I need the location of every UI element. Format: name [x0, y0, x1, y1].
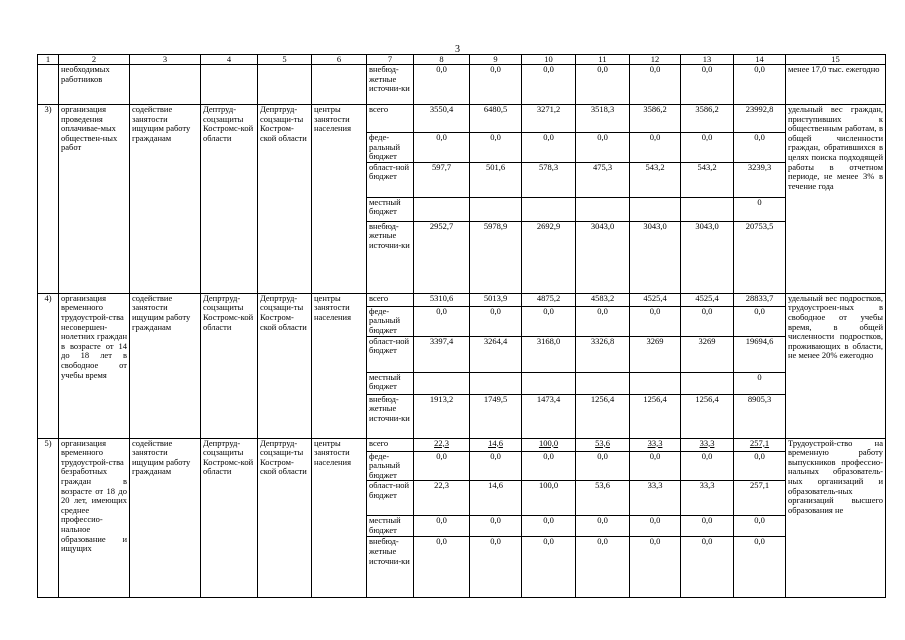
value-cell [681, 162, 734, 197]
value-cell [414, 293, 470, 306]
value-text: 33,3 [647, 480, 663, 491]
value-cell [576, 162, 630, 197]
value-cell [522, 162, 576, 197]
value-cell [522, 537, 576, 598]
value-text: 1749,5 [483, 394, 508, 404]
value-cell [576, 306, 630, 336]
value-text: 578,3 [538, 162, 559, 172]
value-cell [681, 105, 734, 133]
value-cell [630, 197, 681, 221]
funding-source: всего [367, 105, 414, 133]
column-number: 15 [786, 55, 886, 65]
value-cell [576, 451, 630, 481]
table-row [38, 438, 886, 451]
value-text: 0,0 [543, 306, 554, 316]
value-cell [576, 197, 630, 221]
column-number: 5 [258, 55, 312, 65]
value-text: 0,0 [649, 132, 661, 142]
value-text: 0,0 [754, 306, 765, 316]
value-text: 0,0 [701, 306, 713, 316]
value-cell [576, 133, 630, 163]
value-text: 1913,2 [429, 394, 454, 404]
value-text: 0,0 [436, 451, 447, 461]
funding-source: местный бюджет [367, 516, 414, 537]
column-number: 2 [59, 55, 130, 65]
value-cell [630, 394, 681, 438]
table-row [38, 293, 886, 306]
value-cell [414, 197, 470, 221]
value-cell [630, 306, 681, 336]
value-cell [470, 438, 522, 451]
value-cell [630, 438, 681, 451]
value-cell [470, 481, 522, 516]
value-text: 3271,2 [536, 104, 561, 114]
value-cell [734, 197, 786, 221]
value-cell [576, 537, 630, 598]
value-text: 0,0 [701, 451, 713, 461]
value-text: 0,0 [649, 536, 661, 547]
table-body [38, 55, 886, 598]
value-text: 5310,6 [429, 293, 454, 303]
value-text: 0,0 [490, 515, 501, 526]
value-cell [414, 438, 470, 451]
value-text: 2952,7 [429, 221, 454, 231]
value-cell [470, 336, 522, 372]
value-cell [630, 451, 681, 481]
value-cell [414, 537, 470, 598]
funding-source: местный бюджет [367, 372, 414, 394]
value-text: 0,0 [649, 451, 661, 461]
value-cell [681, 516, 734, 537]
value-text: 23992,8 [745, 104, 774, 114]
value-cell [734, 162, 786, 197]
column-number: 1 [38, 55, 59, 65]
item-name: необходимых работников [59, 65, 130, 105]
value-text: 53,6 [595, 480, 610, 491]
funding-source: феде-ральный бюджет [367, 133, 414, 163]
value-cell [630, 105, 681, 133]
value-cell [522, 133, 576, 163]
value-cell [630, 293, 681, 306]
value-cell [734, 221, 786, 293]
value-cell [576, 293, 630, 306]
value-text: 5978,9 [483, 221, 508, 231]
value-cell: 0,0 [414, 65, 470, 105]
value-text: 19694,6 [745, 336, 774, 346]
value-cell [630, 481, 681, 516]
value-text: 543,2 [697, 162, 717, 172]
value-cell [681, 537, 734, 598]
value-cell [734, 537, 786, 598]
value-cell: 0,0 [576, 65, 630, 105]
value-text: 20753,5 [745, 221, 774, 231]
value-cell [734, 293, 786, 306]
item-content: содействие занятости ищущим работу гражданам [130, 438, 201, 598]
funding-source: внебюд-жетные источни-ки [367, 221, 414, 293]
value-cell [681, 372, 734, 394]
value-cell [681, 438, 734, 451]
value-text: 0,0 [543, 132, 554, 142]
continued-row [38, 65, 886, 105]
value-cell [576, 336, 630, 372]
value-text: 0,0 [597, 132, 608, 142]
empty-cell [201, 65, 258, 105]
value-cell [414, 372, 470, 394]
value-cell [522, 372, 576, 394]
value-cell [470, 394, 522, 438]
value-cell: 0,0 [681, 65, 734, 105]
item-number: 4) [38, 293, 59, 438]
empty-cell [258, 65, 312, 105]
value-text: 4525,4 [643, 293, 667, 303]
value-cell [522, 336, 576, 372]
value-text: 597,7 [431, 162, 452, 172]
value-cell [470, 372, 522, 394]
value-text: 257,1 [749, 480, 770, 491]
responsible-executor: Депртруд-соцзащиты Костромс-кой области [201, 438, 258, 598]
value-cell [576, 372, 630, 394]
value-cell [681, 394, 734, 438]
value-cell [470, 537, 522, 598]
value-cell [522, 105, 576, 133]
funding-source: внебюд-жетные источни-ки [367, 65, 414, 105]
column-number: 11 [576, 55, 630, 65]
value-cell [470, 197, 522, 221]
value-text: 0,0 [490, 536, 501, 547]
value-cell: 0,0 [734, 65, 786, 105]
participants: центры занятости населения [312, 105, 367, 294]
value-cell [522, 197, 576, 221]
value-text: 3586,2 [695, 104, 719, 114]
item-name: организация временного трудоустрой-ства несовершен-нолетних граждан в возрасте от 14 до 18 лет в свободное от учебы время [59, 293, 130, 438]
page-number: 3 [455, 44, 460, 55]
value-cell [734, 451, 786, 481]
indicator-text: удельный вес подростков, трудоустроен-ных в свободное от учебы время, в общей численности подростков, проживающих в области, не менее 20% ежегодно [786, 293, 886, 438]
value-cell [576, 105, 630, 133]
value-text: 33,3 [647, 438, 663, 448]
value-text: 4525,4 [695, 293, 719, 303]
value-cell [734, 394, 786, 438]
header-row [38, 55, 886, 65]
empty-cell [312, 65, 367, 105]
column-number: 3 [130, 55, 201, 65]
column-number: 12 [630, 55, 681, 65]
value-cell [522, 221, 576, 293]
value-cell [681, 197, 734, 221]
value-cell [414, 394, 470, 438]
value-text: 0,0 [754, 536, 765, 547]
value-text: 0,0 [490, 132, 501, 142]
value-text: 1256,4 [590, 394, 615, 404]
value-text: 0,0 [436, 515, 447, 526]
value-text: 3550,4 [429, 104, 454, 114]
co-executor: Депртруд-соцзащи-ты Костром-ской области [258, 293, 312, 438]
value-text: 0,0 [490, 306, 501, 316]
value-cell [470, 133, 522, 163]
value-cell [681, 221, 734, 293]
value-cell [630, 162, 681, 197]
co-executor: Депртруд-соцзащи-ты Костром-ской области [258, 105, 312, 294]
value-text: 0,0 [754, 132, 765, 142]
value-text: 501,6 [485, 162, 506, 172]
value-text: 3264,4 [483, 336, 508, 346]
value-cell [681, 336, 734, 372]
funding-source: внебюд-жетные источни-ки [367, 537, 414, 598]
column-number: 10 [522, 55, 576, 65]
funding-source: феде-ральный бюджет [367, 451, 414, 481]
value-cell [414, 162, 470, 197]
value-cell [414, 221, 470, 293]
value-text: 100,0 [538, 438, 559, 448]
value-text: 1473,4 [536, 394, 561, 404]
value-cell [630, 537, 681, 598]
funding-source: всего [367, 438, 414, 451]
value-text: 0,0 [543, 451, 554, 461]
value-text: 0,0 [597, 515, 608, 526]
value-text: 0,0 [701, 515, 713, 526]
column-number: 13 [681, 55, 734, 65]
item-number: 3) [38, 105, 59, 294]
value-cell [414, 481, 470, 516]
value-text: 0,0 [754, 515, 765, 526]
value-text: 3043,0 [643, 221, 667, 231]
value-text: 3586,2 [643, 104, 667, 114]
value-cell [576, 394, 630, 438]
empty-cell [130, 65, 201, 105]
value-cell [576, 516, 630, 537]
value-cell [470, 516, 522, 537]
column-number: 8 [414, 55, 470, 65]
value-cell [470, 105, 522, 133]
indicator-text: Трудоустрой-ство на временную работу выпускников профессио-нальных образователь-ных организаций и образователь-ных организаций высшего образования не [786, 438, 886, 598]
value-text: 0,0 [490, 451, 501, 461]
value-cell [470, 306, 522, 336]
value-cell [681, 451, 734, 481]
item-number: 5) [38, 438, 59, 598]
indicator-text: менее 17,0 тыс. ежегодно [786, 65, 886, 105]
value-text: 1256,4 [695, 394, 719, 404]
value-text: 0 [757, 372, 762, 382]
funding-source: област-ной бюджет [367, 481, 414, 516]
co-executor: Депртруд-соцзащи-ты Костром-ской области [258, 438, 312, 598]
value-cell [522, 293, 576, 306]
empty-cell [38, 65, 59, 105]
value-text: 14,6 [488, 480, 503, 491]
value-cell [630, 221, 681, 293]
column-number: 7 [367, 55, 414, 65]
funding-source: област-ной бюджет [367, 162, 414, 197]
value-text: 3269 [646, 336, 664, 346]
table-row [38, 105, 886, 133]
value-text: 3239,3 [747, 162, 772, 172]
value-cell [630, 336, 681, 372]
value-text: 0,0 [597, 451, 608, 461]
value-cell [522, 438, 576, 451]
value-text: 28833,7 [745, 293, 774, 303]
value-cell: 0,0 [470, 65, 522, 105]
funding-source: внебюд-жетные источни-ки [367, 394, 414, 438]
item-name: организация временного трудоустрой-ства безработных граждан в возрасте от 18 до 20 лет, имеющих среднее профессио-нальное образование и ищущих [59, 438, 130, 598]
value-cell [414, 306, 470, 336]
value-text: 3168,0 [536, 336, 561, 346]
funding-source: местный бюджет [367, 197, 414, 221]
value-cell [681, 306, 734, 336]
value-text: 3269 [698, 336, 716, 346]
value-cell [734, 372, 786, 394]
value-text: 22,3 [434, 438, 449, 448]
value-text: 0,0 [701, 132, 713, 142]
value-text: 0,0 [597, 306, 608, 316]
column-number: 14 [734, 55, 786, 65]
funding-source: феде-ральный бюджет [367, 306, 414, 336]
value-cell [734, 105, 786, 133]
participants: центры занятости населения [312, 438, 367, 598]
value-text: 0 [757, 197, 762, 207]
funding-source: всего [367, 293, 414, 306]
value-cell [630, 372, 681, 394]
value-cell [734, 438, 786, 451]
value-cell [414, 451, 470, 481]
value-cell [522, 451, 576, 481]
value-text: 5013,9 [483, 293, 508, 303]
value-text: 0,0 [436, 132, 447, 142]
responsible-executor: Дептруд-соцзащиты Костромс-кой области [201, 105, 258, 294]
value-text: 0,0 [701, 536, 713, 547]
value-cell [414, 133, 470, 163]
participants: центры занятости населения [312, 293, 367, 438]
responsible-executor: Депртруд-соцзащиты Костромс-кой области [201, 293, 258, 438]
column-number: 6 [312, 55, 367, 65]
value-cell [470, 293, 522, 306]
value-text: 33,3 [699, 480, 715, 491]
indicator-text: удельный вес граждан, приступивших к общественным работам, в общей численности граждан, обратившихся в целях поиска подходящей работы в отчетном периоде, не менее 3% в течение года [786, 105, 886, 294]
column-number: 4 [201, 55, 258, 65]
value-cell [470, 451, 522, 481]
value-cell [681, 293, 734, 306]
column-number: 9 [470, 55, 522, 65]
value-text: 0,0 [754, 451, 765, 461]
value-text: 0,0 [649, 515, 661, 526]
value-cell [522, 306, 576, 336]
item-content: содействие занятости ищущим работу гражданам [130, 105, 201, 294]
value-text: 1256,4 [643, 394, 667, 404]
value-cell [414, 336, 470, 372]
funding-source: област-ной бюджет [367, 336, 414, 372]
item-content: содействие занятости ищущим работу гражданам [130, 293, 201, 438]
value-text: 0,0 [649, 306, 661, 316]
value-text: 3326,8 [590, 336, 615, 346]
value-text: 475,3 [592, 162, 613, 172]
value-cell [470, 162, 522, 197]
value-text: 4875,2 [536, 293, 561, 303]
value-text: 2692,9 [536, 221, 561, 231]
program-table [37, 54, 886, 598]
value-text: 3043,0 [695, 221, 719, 231]
value-text: 22,3 [434, 480, 449, 491]
value-cell [414, 516, 470, 537]
value-text: 53,6 [595, 438, 610, 448]
value-cell [522, 394, 576, 438]
value-cell [414, 105, 470, 133]
value-cell [734, 481, 786, 516]
value-cell [734, 133, 786, 163]
value-text: 0,0 [436, 536, 447, 547]
value-text: 543,2 [645, 162, 665, 172]
value-cell [681, 133, 734, 163]
value-cell [734, 516, 786, 537]
value-cell [576, 221, 630, 293]
value-text: 3518,3 [590, 104, 615, 114]
value-text: 33,3 [699, 438, 715, 448]
value-text: 4583,2 [590, 293, 615, 303]
value-cell [681, 481, 734, 516]
value-cell [522, 516, 576, 537]
value-text: 3043,0 [590, 221, 615, 231]
value-text: 257,1 [749, 438, 770, 448]
value-text: 0,0 [597, 536, 608, 547]
value-text: 6480,5 [483, 104, 508, 114]
item-name: организация проведения оплачивае-мых обществен-ных работ [59, 105, 130, 294]
value-cell [522, 481, 576, 516]
value-cell [734, 306, 786, 336]
value-cell [630, 516, 681, 537]
value-text: 14,6 [488, 438, 503, 448]
value-cell: 0,0 [522, 65, 576, 105]
value-text: 0,0 [436, 306, 447, 316]
value-text: 3397,4 [429, 336, 454, 346]
value-cell [576, 438, 630, 451]
value-text: 8905,3 [747, 394, 772, 404]
value-cell: 0,0 [630, 65, 681, 105]
value-cell [470, 221, 522, 293]
value-text: 0,0 [543, 515, 554, 526]
value-cell [734, 336, 786, 372]
value-text: 100,0 [538, 480, 559, 491]
value-cell [630, 133, 681, 163]
value-cell [576, 481, 630, 516]
value-text: 0,0 [543, 536, 554, 547]
